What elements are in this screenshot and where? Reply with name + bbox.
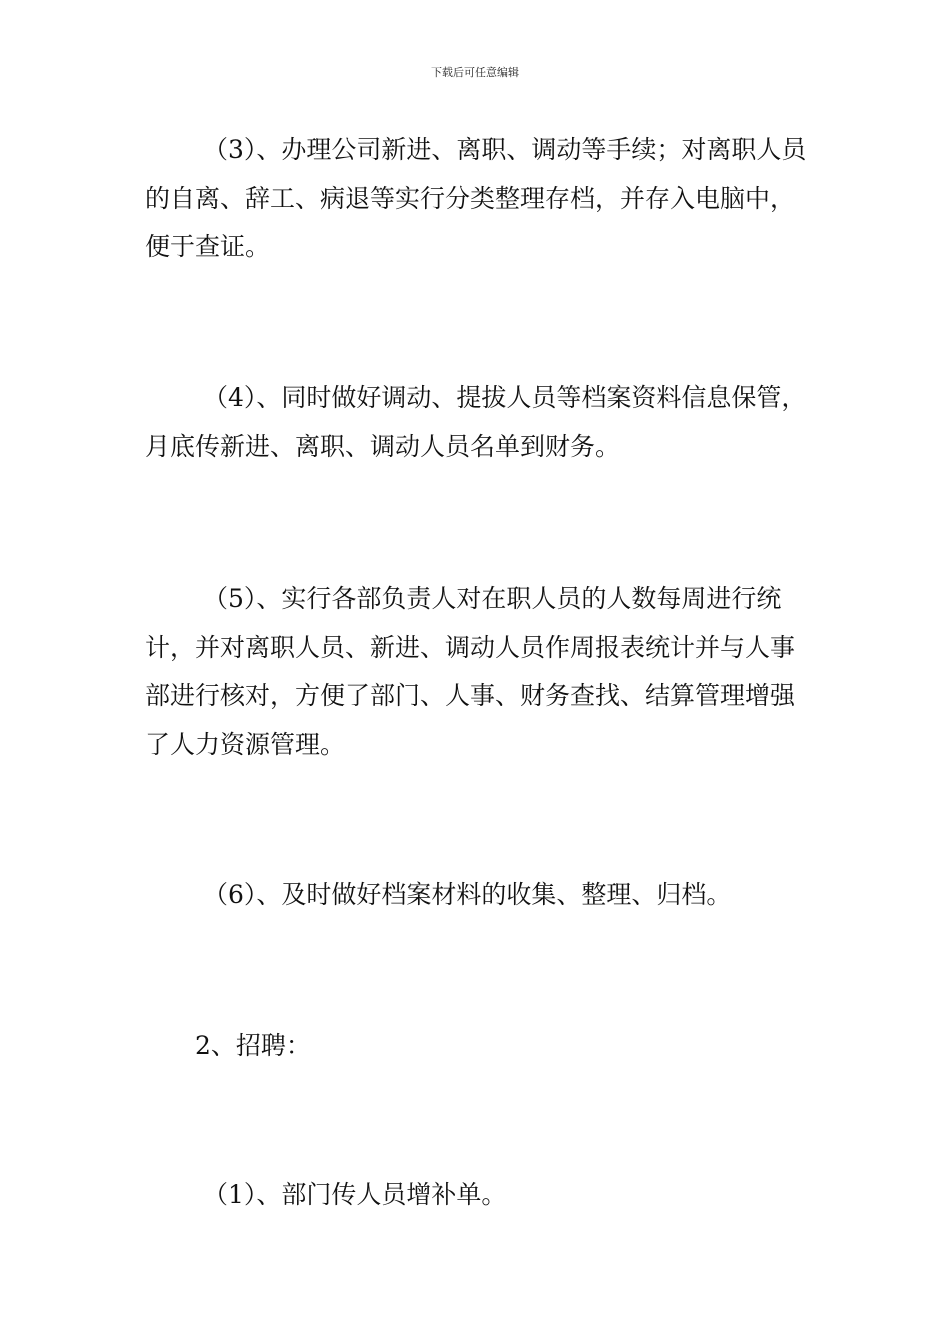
paragraph-recruitment-item-1: （1）、部门传人员增补单。: [203, 1180, 507, 1209]
paragraph-item-4: （4）、同时做好调动、提拔人员等档案资料信息保管，月底传新进、离职、调动人员名单到财务。: [145, 383, 807, 461]
paragraph-item-3: （3）、办理公司新进、离职、调动等手续；对离职人员的自离、辞工、病退等实行分类整理存档，并存入电脑中，便于查证。: [145, 135, 807, 261]
page-header: 下载后可任意编辑: [431, 66, 519, 79]
paragraph-item-5: （5）、实行各部负责人对在职人员的人数每周进行统计，并对离职人员、新进、调动人员作周报表统计并与人事部进行核对，方便了部门、人事、财务查找、结算管理增强了人力资源管理。: [145, 584, 796, 759]
section-heading-recruitment: 2、招聘：: [195, 1031, 311, 1060]
paragraph-item-6: （6）、及时做好档案材料的收集、整理、归档。: [203, 880, 732, 909]
